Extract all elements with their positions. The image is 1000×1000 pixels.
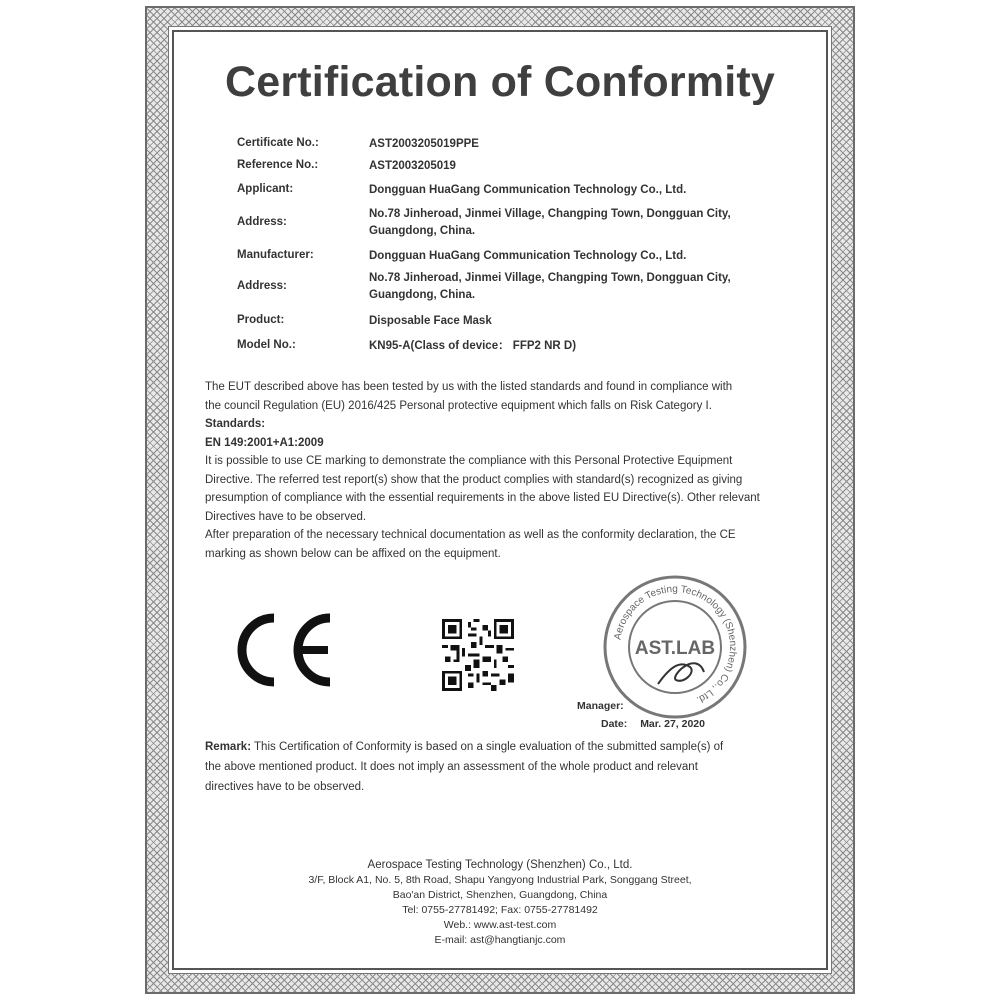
reference-no-label: Reference No.: (237, 159, 319, 171)
applicant-value: Dongguan HuaGang Communication Technology Co., Ltd. (369, 184, 687, 196)
ce-line-3: presumption of compliance with the essential requirements in the above listed EU Directive(s). Other relevant (205, 492, 760, 504)
stamp-center-text: AST.LAB (634, 638, 716, 659)
certificate-no-label: Certificate No.: (237, 137, 319, 149)
certificate-no-value: AST2003205019PPE (369, 138, 479, 150)
manufacturer-address-line2: Guangdong, China. (369, 289, 476, 301)
product-label: Product: (237, 314, 285, 326)
remark-line-1: This Certification of Conformity is based on a single evaluation of the submitted sample(s) of (251, 741, 724, 753)
eut-line-1: The EUT described above has been tested by us with the listed standards and found in compliance with (205, 381, 733, 393)
ce-line-1: It is possible to use CE marking to demonstrate the compliance with this Personal Protective Equipment (205, 455, 733, 467)
manager-label: Manager: (577, 700, 624, 712)
footer-email: E-mail: ast@hangtianjc.com (434, 934, 566, 946)
remark-block (205, 737, 795, 797)
remark-line-3: directives have to be observed. (205, 781, 365, 793)
manufacturer-address-line1: No.78 Jinheroad, Jinmei Village, Changping Town, Dongguan City, (369, 272, 731, 284)
footer-company: Aerospace Testing Technology (Shenzhen) Co., Ltd. (367, 859, 633, 871)
remark-line-2: the above mentioned product. It does not imply an assessment of the whole product and relevant (205, 761, 698, 773)
stamp-ring-text: Aerospace Testing Technology (Shenzhen) Co., Ltd. (612, 583, 739, 706)
standards-heading: Standards: (205, 418, 266, 430)
manufacturer-value: Dongguan HuaGang Communication Technology Co., Ltd. (369, 250, 687, 262)
model-no-value: KN95-A(Class of device： FFP2 NR D) (369, 340, 577, 352)
after-line-2: marking as shown below can be affixed on the equipment. (205, 547, 501, 560)
product-value: Disposable Face Mask (369, 315, 492, 327)
footer-address-2: Bao'an District, Shenzhen, Guangdong, China (392, 889, 608, 901)
ce-line-2: Directive. The referred test report(s) show that the product complies with standard(s) recognized as giving (205, 473, 743, 486)
manufacturer-label: Manufacturer: (237, 249, 314, 261)
qr-code-icon (442, 619, 514, 691)
manufacturer-address-value (369, 270, 769, 304)
date-value: Mar. 27, 2020 (640, 718, 705, 730)
compliance-statement (205, 378, 795, 563)
applicant-label: Applicant: (237, 183, 294, 195)
signature-stroke (658, 663, 704, 684)
model-no-label: Model No.: (237, 339, 296, 351)
after-line-1: After preparation of the necessary technical documentation as well as the conformity declaration, the CE (205, 529, 736, 541)
ce-line-4: Directives have to be observed. (205, 510, 367, 523)
ce-mark-icon (230, 610, 340, 690)
remark-label: Remark: (205, 741, 252, 753)
eut-line-2: the council Regulation (EU) 2016/425 Personal protective equipment which falls on Risk Category I. (205, 399, 712, 412)
standard-reference: EN 149:2001+A1:2009 (205, 436, 324, 449)
certificate-title: Certification of Conformity (224, 58, 776, 106)
footer-web: Web.: www.ast-test.com (443, 919, 557, 931)
footer-address-1: 3/F, Block A1, No. 5, 8th Road, Shapu Yangyong Industrial Park, Songgang Street, (308, 874, 692, 886)
reference-no-value: AST2003205019 (369, 160, 456, 172)
date-label: Date: (601, 718, 628, 730)
applicant-address-value (369, 206, 769, 240)
applicant-address-line1: No.78 Jinheroad, Jinmei Village, Changping Town, Dongguan City, (369, 208, 731, 220)
date-line (601, 718, 705, 730)
applicant-address-label: Address: (237, 216, 287, 228)
manufacturer-address-label: Address: (237, 280, 287, 292)
issuer-footer (172, 858, 828, 948)
applicant-address-line2: Guangdong, China. (369, 225, 476, 237)
footer-tel-fax: Tel: 0755-27781492; Fax: 0755-27781492 (402, 904, 598, 916)
